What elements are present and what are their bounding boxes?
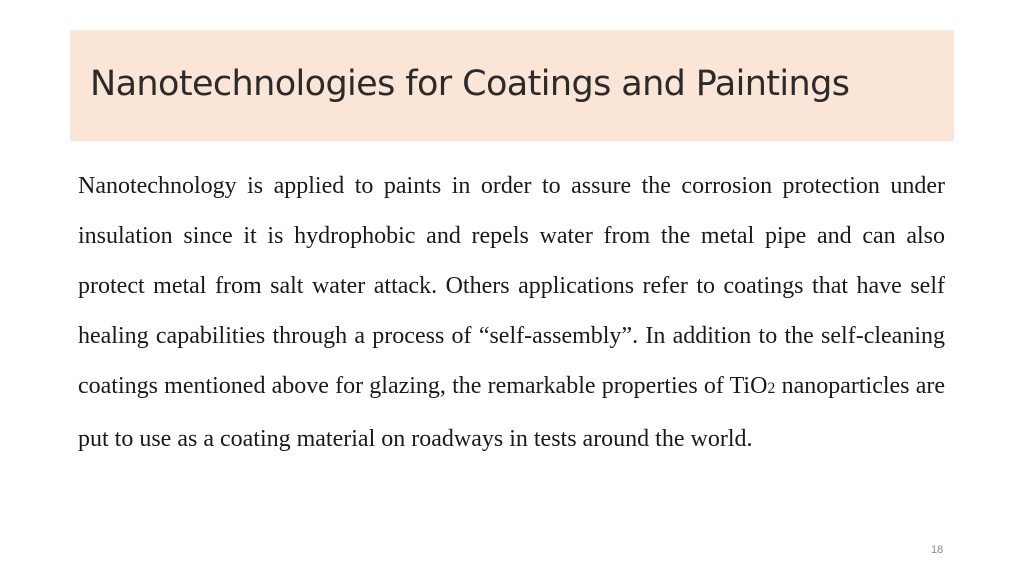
- body-text-part-1: Nanotechnology is applied to paints in order to assure the corrosion protection under insulation since it is hydrophobic and repels water from the metal pipe and can also protect metal from salt water attack. Others applications refer to coatings that have self healing capabilities through a process of “self-assembly”. In addition to the self-cleaning coatings mentioned above for glazing, the remarkable properties of: [78, 173, 945, 399]
- formula-base: TiO: [729, 373, 768, 399]
- body-text-part-2: nanoparticles are put to use as a coating material on roadways in tests around the world.: [78, 373, 945, 452]
- body-paragraph: [78, 161, 945, 464]
- slide-title: Nanotechnologies for Coatings and Paintings: [90, 64, 850, 104]
- formula-subscript: 2: [767, 380, 776, 397]
- title-band: [70, 30, 954, 141]
- formula-tio2: [730, 373, 776, 399]
- page-number: 18: [931, 544, 944, 556]
